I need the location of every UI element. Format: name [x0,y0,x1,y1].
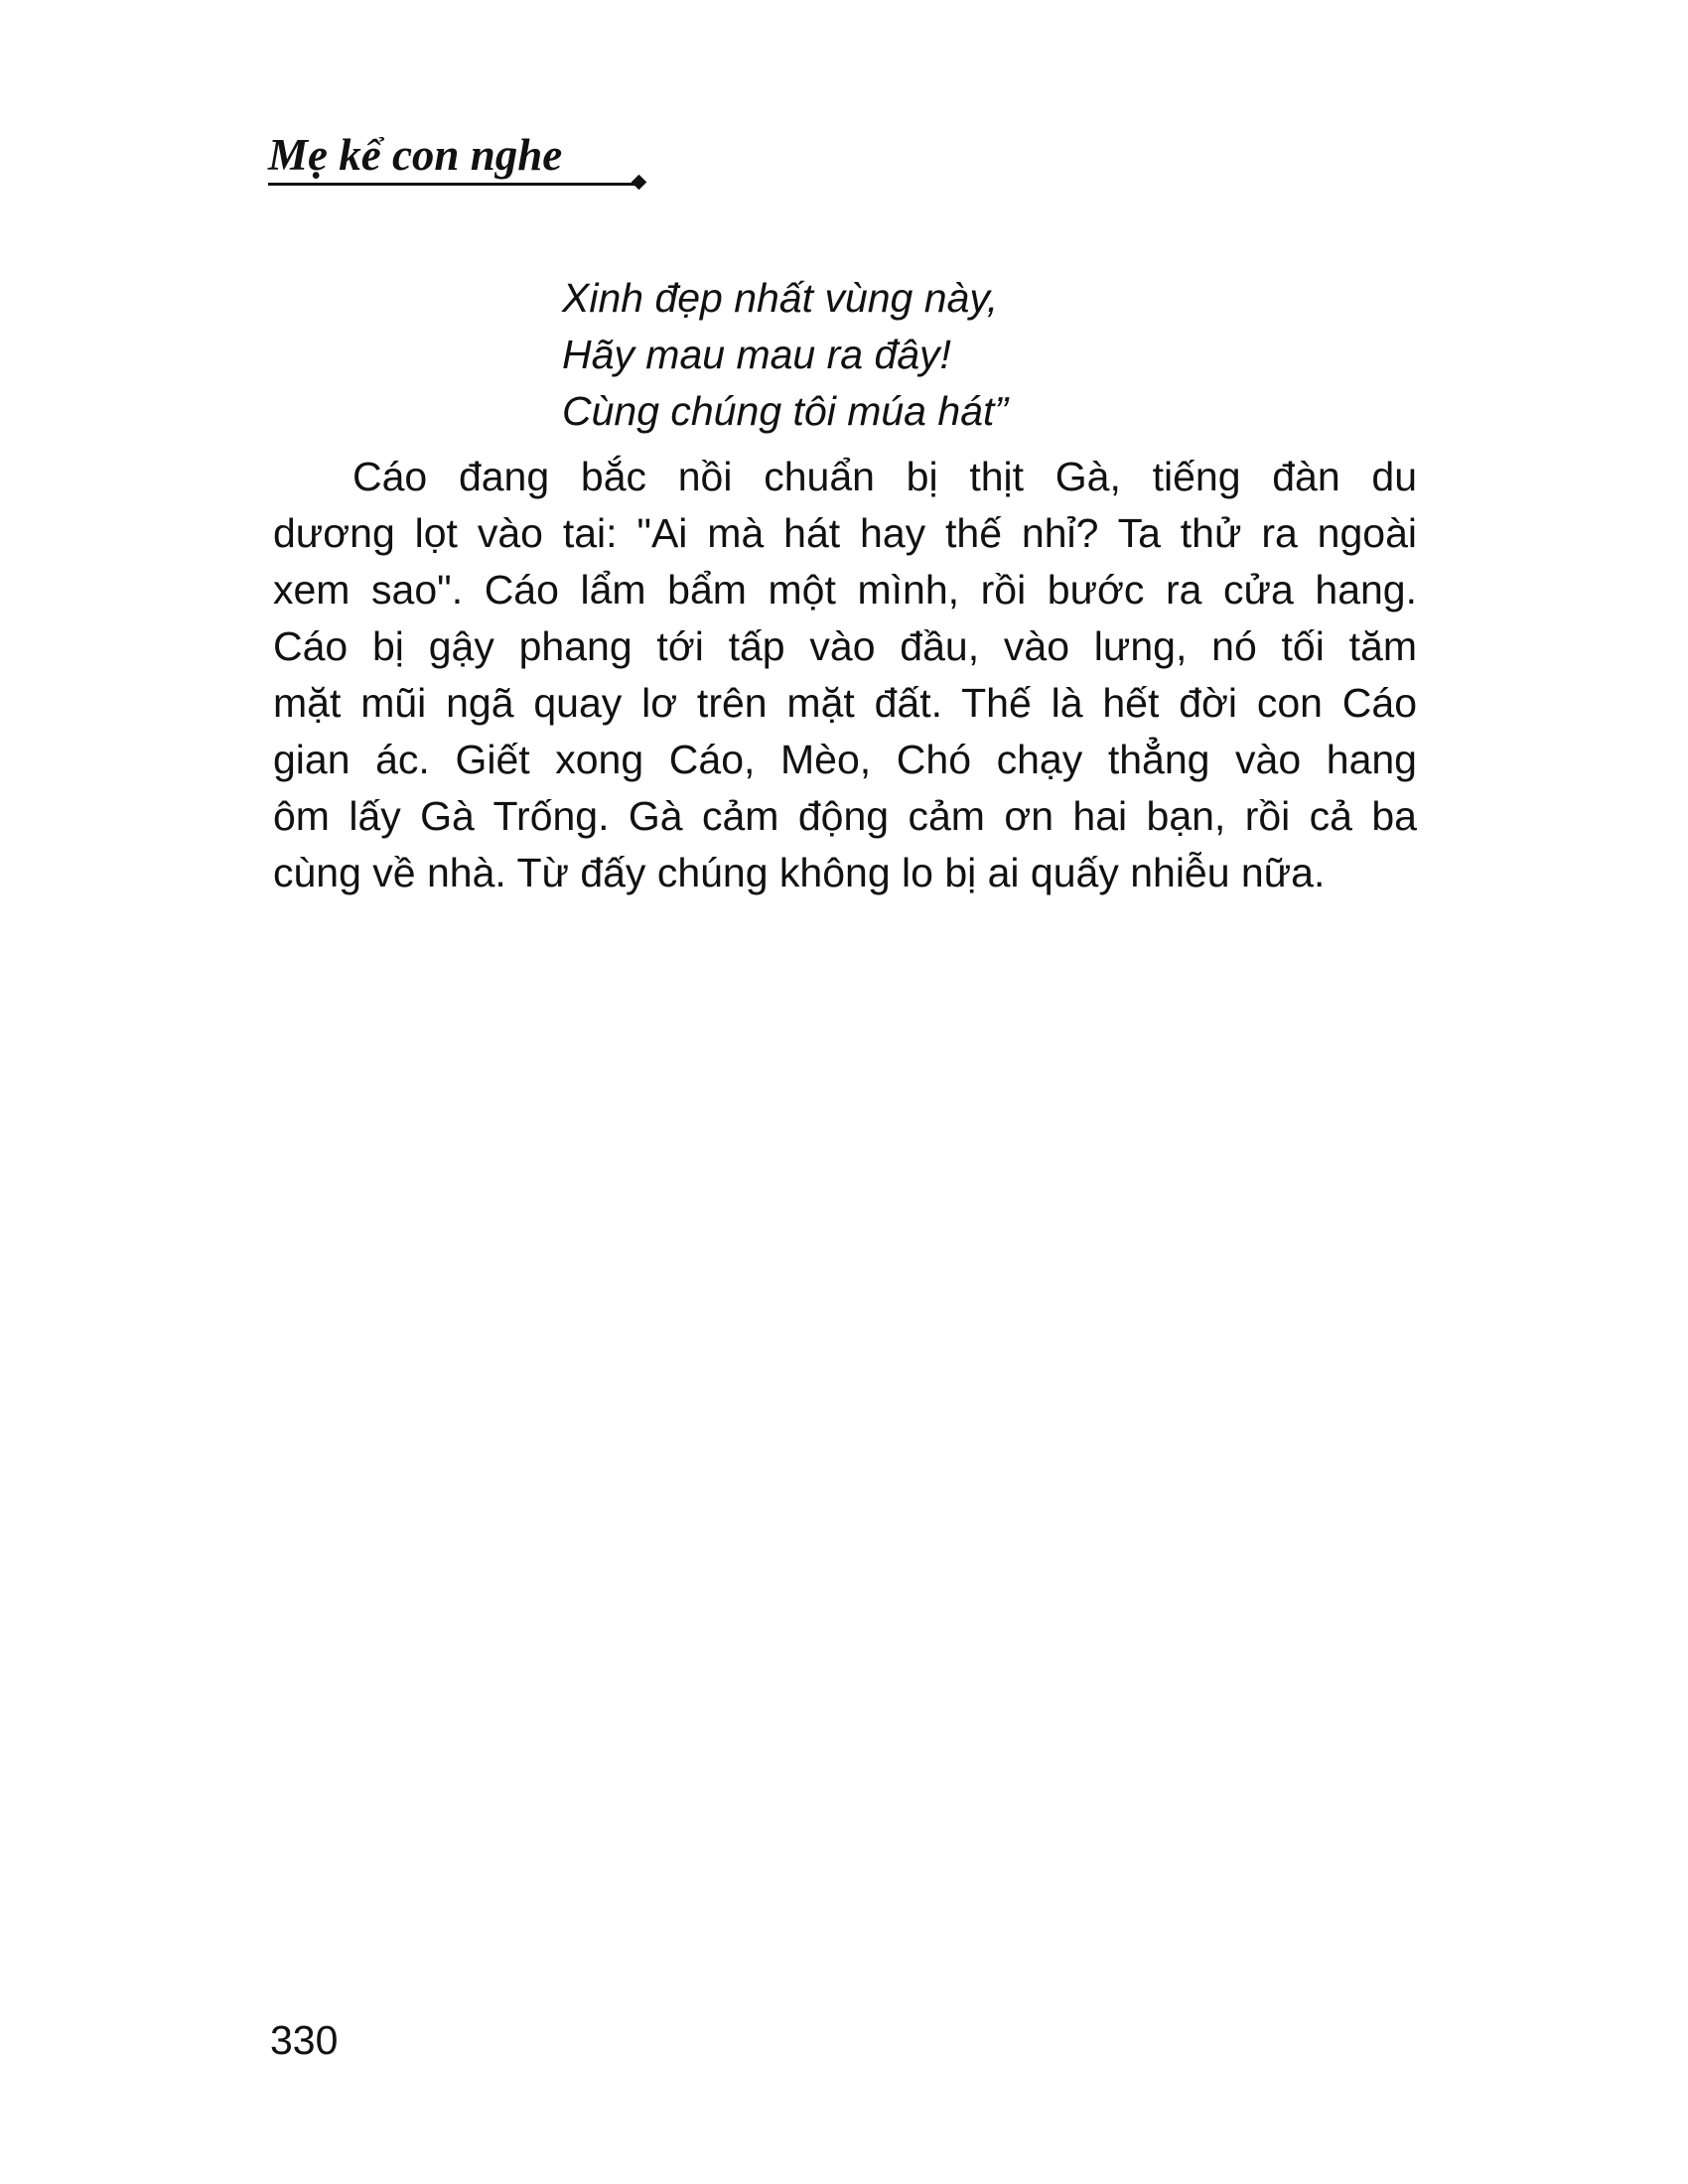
running-header [268,129,655,193]
paragraph-line: mặt mũi ngã quay lơ trên mặt đất. Thế là hết đời con Cáo [273,680,1417,726]
diamond-ornament-icon [632,175,647,191]
verse-line: Cùng chúng tôi múa hát” [562,388,1008,434]
paragraph-line: ôm lấy Gà Trống. Gà cảm động cảm ơn hai bạn, rồi cả ba [273,793,1417,839]
body-paragraph [273,449,1417,901]
paragraph-line: Cáo bị gậy phang tới tấp vào đầu, vào lưng, nó tối tăm [273,623,1417,669]
book-title: Mẹ kể con nghe [268,130,563,180]
paragraph-line: Cáo đang bắc nồi chuẩn bị thịt Gà, tiếng đàn du [352,454,1417,499]
paragraph-line: gian ác. Giết xong Cáo, Mèo, Chó chạy thẳng vào hang [273,737,1417,782]
verse-block [562,270,1008,440]
paragraph-line: dương lọt vào tai: "Ai mà hát hay thế nhỉ? Ta thử ra ngoài [273,510,1417,556]
verse-line: Hãy mau mau ra đây! [562,332,951,377]
header-rule [268,183,641,186]
verse-line: Xinh đẹp nhất vùng này, [562,275,999,321]
paragraph-line: cùng về nhà. Từ đấy chúng không lo bị ai quấy nhiễu nữa. [273,850,1326,895]
paragraph-line: xem sao". Cáo lẩm bẩm một mình, rồi bước ra cửa hang. [273,567,1417,613]
page-number: 330 [270,2017,339,2063]
